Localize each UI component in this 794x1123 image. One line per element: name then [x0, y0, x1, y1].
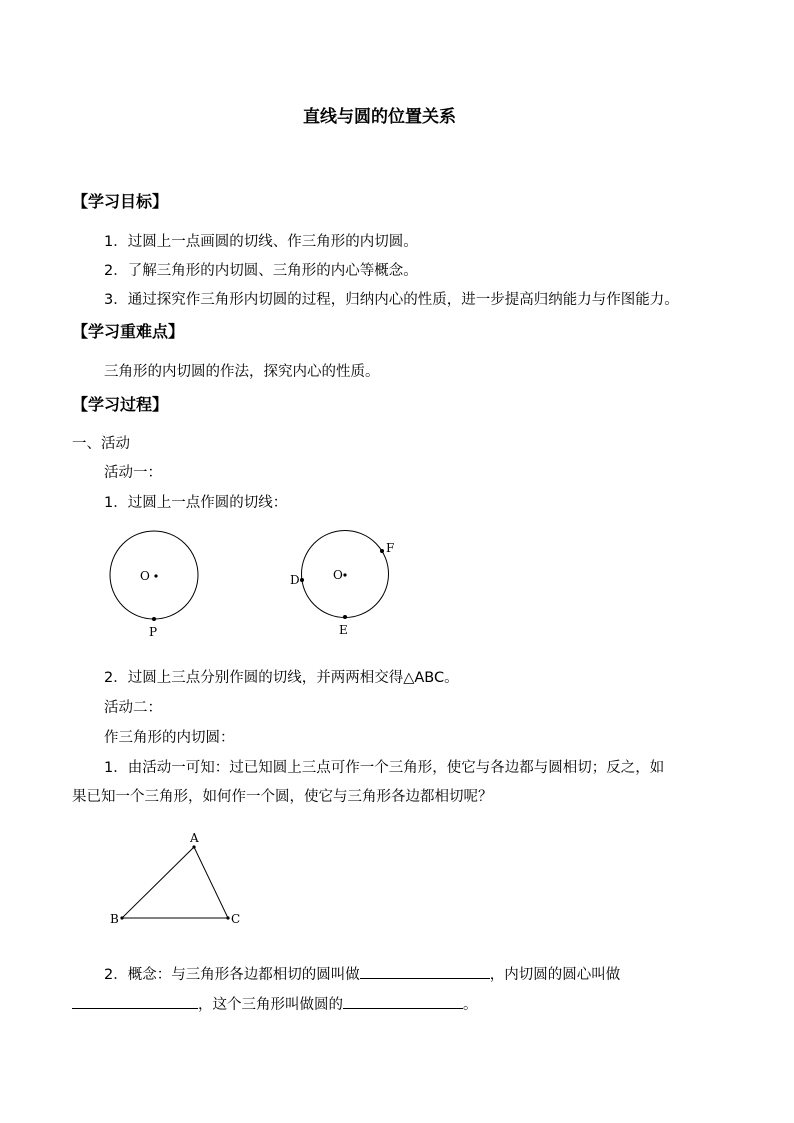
activity-one-label: 活动一：	[104, 465, 162, 481]
triangle-figure	[110, 831, 240, 926]
label-d: D	[290, 573, 300, 587]
answer-blank-2[interactable]	[72, 993, 198, 1009]
section-heading-key-points: 【学习重难点】	[72, 322, 185, 341]
point-p	[152, 617, 156, 621]
label-p: P	[149, 625, 158, 639]
answer-blank-1[interactable]	[360, 963, 490, 979]
page-title: 直线与圆的位置关系	[303, 107, 456, 127]
goal-item-3: 3．通过探究作三角形内切圆的过程，归纳内心的性质，进一步提高归纳能力与作图能力。	[104, 292, 679, 308]
activity-two-step1-line1: 1．由活动一可知：过已知圆上三点可作一个三角形，使它与各边都与圆相切；反之，如	[104, 760, 665, 776]
concept-text-b: ，内切圆的圆心叫做	[489, 967, 621, 983]
center-point	[154, 574, 157, 577]
label-c: C	[231, 912, 241, 926]
concept-text-end: 。	[463, 997, 478, 1013]
circle-figure-2	[290, 531, 394, 638]
activity-two-task: 作三角形的内切圆：	[104, 730, 235, 746]
label-o2: O	[333, 568, 343, 582]
goal-item-2: 2．了解三角形的内切圆、三角形的内心等概念。	[104, 263, 418, 279]
concept-text-a: 2．概念：与三角形各边都相切的圆叫做	[104, 967, 360, 983]
label-b: B	[110, 912, 119, 926]
activity-two-step1-line2: 果已知一个三角形，如何作一个圆，使它与三角形各边都相切呢？	[72, 789, 493, 805]
circle-figure-1	[110, 531, 198, 639]
concept-text-c: ，这个三角形叫做圆的	[198, 997, 343, 1013]
section-heading-process: 【学习过程】	[72, 395, 169, 414]
label-e: E	[339, 623, 348, 637]
answer-blank-3[interactable]	[343, 993, 463, 1009]
activity-one-step2: 2．过圆上三点分别作圆的切线，并两两相交得△ABC。	[104, 670, 459, 686]
center-point	[343, 573, 346, 576]
section-heading-goals: 【学习目标】	[72, 192, 169, 211]
concept-line2	[72, 993, 478, 1015]
goal-item-1: 1．过圆上一点画圆的切线、作三角形的内切圆。	[104, 234, 418, 250]
label-f: F	[386, 541, 395, 555]
concept-line1	[104, 963, 620, 985]
activity-one-step1: 1．过圆上一点作圆的切线：	[104, 495, 288, 511]
label-o1: O	[140, 569, 150, 583]
part-one-heading: 一、活动	[72, 436, 130, 452]
point-e	[343, 615, 347, 619]
point-d	[300, 578, 304, 582]
activity-two-label: 活动二：	[104, 700, 162, 716]
key-points-text: 三角形的内切圆的作法，探究内心的性质。	[104, 364, 380, 380]
label-a: A	[190, 831, 199, 845]
point-f	[380, 549, 384, 553]
